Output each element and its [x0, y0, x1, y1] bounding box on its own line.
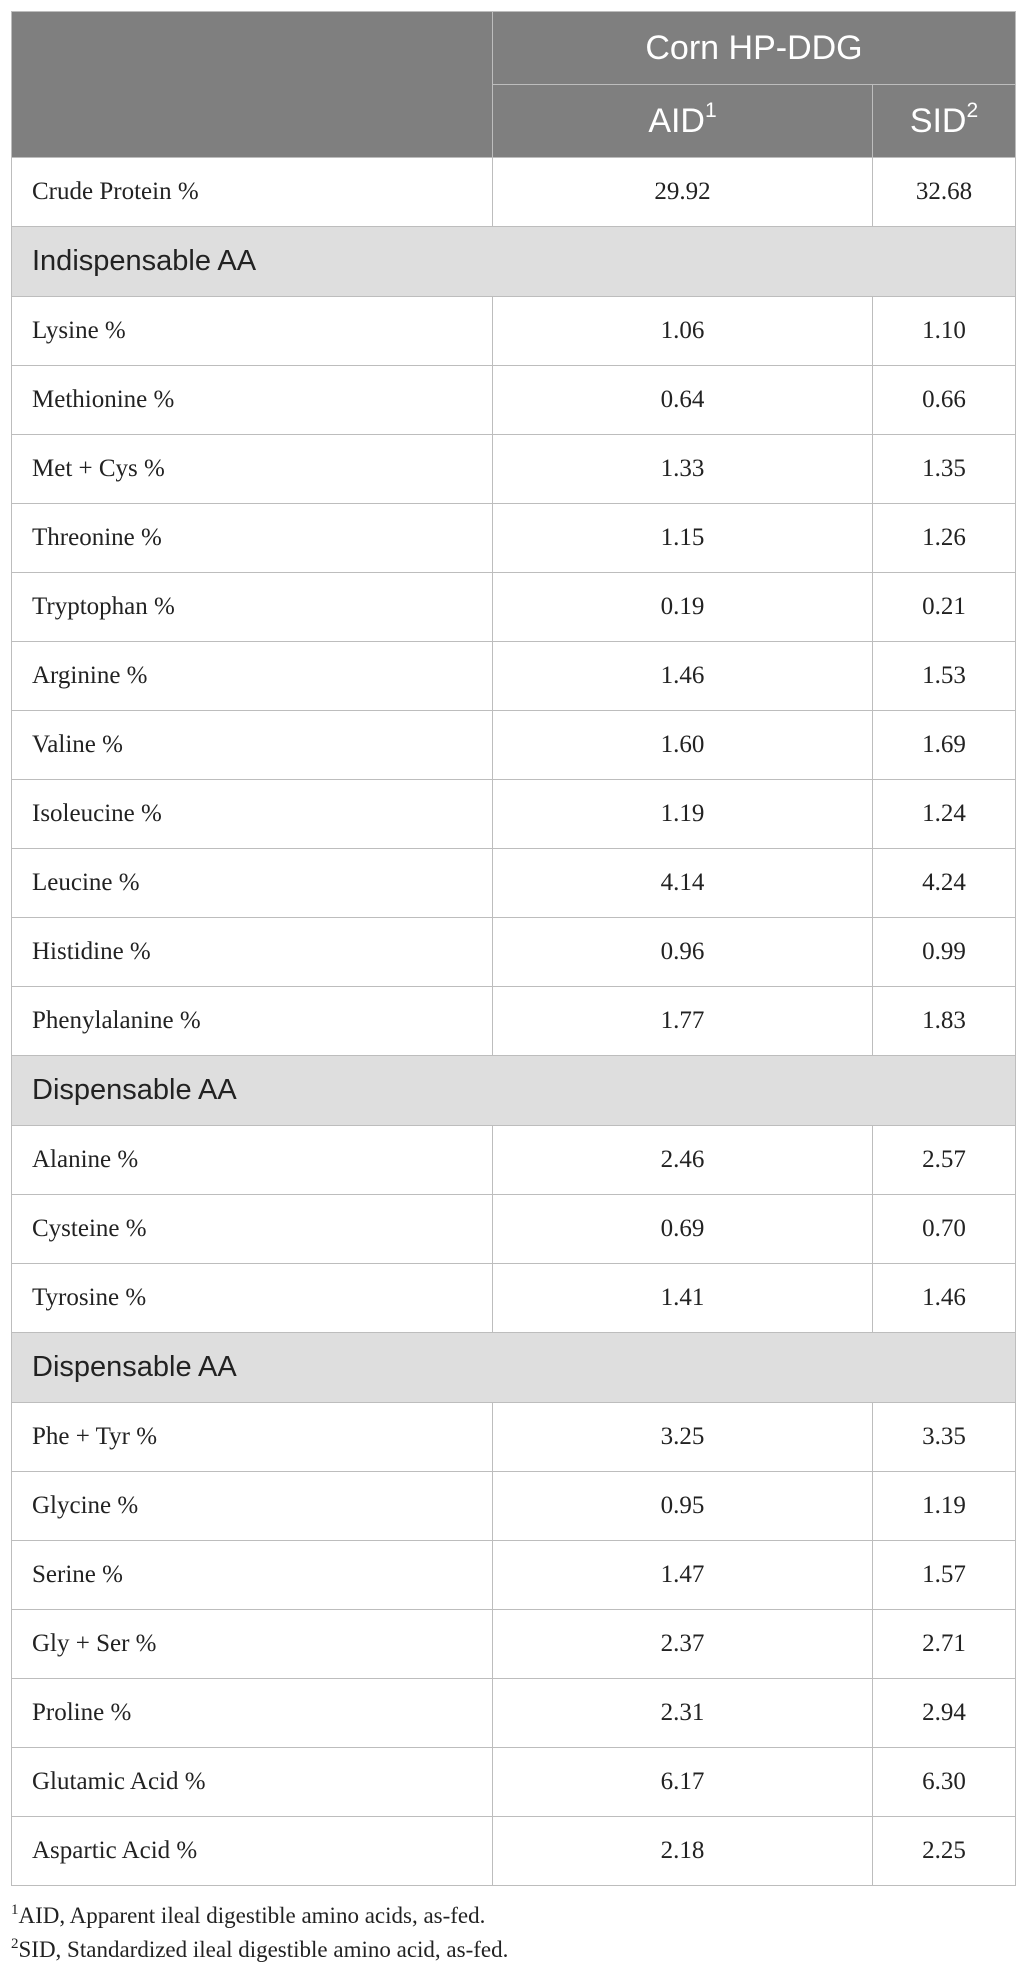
- row-sid-value: 3.35: [873, 1403, 1016, 1472]
- header-aid-label: AID: [648, 101, 705, 140]
- digestibility-table-container: [11, 11, 1015, 1886]
- row-sid-value: 6.30: [873, 1748, 1016, 1817]
- section-header-row: [12, 1333, 1016, 1403]
- table-footnotes: [11, 1899, 508, 1967]
- row-label: Serine %: [12, 1541, 493, 1610]
- row-sid-value: 1.53: [873, 642, 1016, 711]
- table-row: [12, 1748, 1016, 1817]
- header-empty-cell: [12, 12, 493, 158]
- row-aid-value: 1.06: [493, 297, 873, 366]
- table-row: [12, 573, 1016, 642]
- row-aid-value: 1.41: [493, 1264, 873, 1333]
- row-aid-value: 1.19: [493, 780, 873, 849]
- row-sid-value: 1.83: [873, 987, 1016, 1056]
- row-sid-value: 1.46: [873, 1264, 1016, 1333]
- table-row: [12, 1679, 1016, 1748]
- table-row: [12, 1195, 1016, 1264]
- row-aid-value: 1.47: [493, 1541, 873, 1610]
- row-label: Phenylalanine %: [12, 987, 493, 1056]
- row-sid-value: 1.35: [873, 435, 1016, 504]
- row-sid-value: 4.24: [873, 849, 1016, 918]
- row-sid-value: 0.21: [873, 573, 1016, 642]
- row-aid-value: 1.33: [493, 435, 873, 504]
- row-aid-value: 0.19: [493, 573, 873, 642]
- row-aid-value: 0.95: [493, 1472, 873, 1541]
- row-sid-value: 2.94: [873, 1679, 1016, 1748]
- section-header-row: [12, 1056, 1016, 1126]
- row-sid-value: 0.99: [873, 918, 1016, 987]
- row-label: Threonine %: [12, 504, 493, 573]
- row-aid-value: 0.64: [493, 366, 873, 435]
- table-row: [12, 1610, 1016, 1679]
- row-aid-value: 1.15: [493, 504, 873, 573]
- row-label: Leucine %: [12, 849, 493, 918]
- table-header: [12, 12, 1016, 158]
- header-aid: [493, 85, 873, 158]
- table-row: [12, 1126, 1016, 1195]
- row-sid-value: 0.66: [873, 366, 1016, 435]
- row-aid-value: 6.17: [493, 1748, 873, 1817]
- row-aid-value: 4.14: [493, 849, 873, 918]
- row-aid-value: 0.96: [493, 918, 873, 987]
- table-row: [12, 849, 1016, 918]
- table-body: [12, 158, 1016, 1886]
- table-row: [12, 918, 1016, 987]
- row-aid-value: 2.18: [493, 1817, 873, 1886]
- row-label: Crude Protein %: [12, 158, 493, 227]
- row-aid-value: 1.77: [493, 987, 873, 1056]
- header-sid: [873, 85, 1016, 158]
- row-sid-value: 2.57: [873, 1126, 1016, 1195]
- row-aid-value: 2.31: [493, 1679, 873, 1748]
- table-row: [12, 1403, 1016, 1472]
- table-row-crude-protein: [12, 158, 1016, 227]
- header-sid-label: SID: [909, 101, 967, 140]
- table-row: [12, 780, 1016, 849]
- table-row: [12, 1264, 1016, 1333]
- row-label: Valine %: [12, 711, 493, 780]
- row-sid-value: 1.57: [873, 1541, 1016, 1610]
- table-row: [12, 711, 1016, 780]
- row-label: Phe + Tyr %: [12, 1403, 493, 1472]
- row-label: Methionine %: [12, 366, 493, 435]
- row-label: Gly + Ser %: [12, 1610, 493, 1679]
- row-label: Lysine %: [12, 297, 493, 366]
- row-aid-value: 1.46: [493, 642, 873, 711]
- table-row: [12, 1541, 1016, 1610]
- row-sid-value: 1.26: [873, 504, 1016, 573]
- row-aid-value: 29.92: [493, 158, 873, 227]
- row-aid-value: 1.60: [493, 711, 873, 780]
- row-sid-value: 1.24: [873, 780, 1016, 849]
- section-title: Indispensable AA: [12, 227, 1016, 297]
- table-row: [12, 1472, 1016, 1541]
- section-header-row: [12, 227, 1016, 297]
- row-aid-value: 0.69: [493, 1195, 873, 1264]
- row-label: Met + Cys %: [12, 435, 493, 504]
- section-title: Dispensable AA: [12, 1333, 1016, 1403]
- header-row-group: [12, 12, 1016, 85]
- footnote-mark: 1: [11, 1902, 19, 1918]
- footnote-text: AID, Apparent ileal digestible amino acids, as-fed.: [18, 1903, 486, 1928]
- header-sid-footnote-mark: 2: [966, 98, 979, 122]
- table-row: [12, 1817, 1016, 1886]
- footnote-text: SID, Standardized ileal digestible amino acid, as-fed.: [18, 1937, 509, 1962]
- row-aid-value: 3.25: [493, 1403, 873, 1472]
- digestibility-table: [11, 11, 1016, 1886]
- footnote: [11, 1899, 508, 1933]
- row-aid-value: 2.37: [493, 1610, 873, 1679]
- row-label: Histidine %: [12, 918, 493, 987]
- row-label: Proline %: [12, 1679, 493, 1748]
- row-label: Arginine %: [12, 642, 493, 711]
- row-sid-value: 1.19: [873, 1472, 1016, 1541]
- footnote: [11, 1933, 508, 1967]
- row-aid-value: 2.46: [493, 1126, 873, 1195]
- row-sid-value: 2.25: [873, 1817, 1016, 1886]
- row-label: Isoleucine %: [12, 780, 493, 849]
- section-title: Dispensable AA: [12, 1056, 1016, 1126]
- row-label: Tyrosine %: [12, 1264, 493, 1333]
- row-sid-value: 2.71: [873, 1610, 1016, 1679]
- table-row: [12, 297, 1016, 366]
- table-row: [12, 642, 1016, 711]
- table-row: [12, 987, 1016, 1056]
- header-group-title: Corn HP-DDG: [493, 12, 1016, 85]
- table-row: [12, 435, 1016, 504]
- row-sid-value: 1.10: [873, 297, 1016, 366]
- row-sid-value: 1.69: [873, 711, 1016, 780]
- table-row: [12, 366, 1016, 435]
- row-label: Aspartic Acid %: [12, 1817, 493, 1886]
- header-aid-footnote-mark: 1: [705, 98, 717, 122]
- row-sid-value: 32.68: [873, 158, 1016, 227]
- row-sid-value: 0.70: [873, 1195, 1016, 1264]
- footnote-mark: 2: [11, 1936, 19, 1952]
- row-label: Glycine %: [12, 1472, 493, 1541]
- row-label: Alanine %: [12, 1126, 493, 1195]
- row-label: Tryptophan %: [12, 573, 493, 642]
- row-label: Glutamic Acid %: [12, 1748, 493, 1817]
- table-row: [12, 504, 1016, 573]
- row-label: Cysteine %: [12, 1195, 493, 1264]
